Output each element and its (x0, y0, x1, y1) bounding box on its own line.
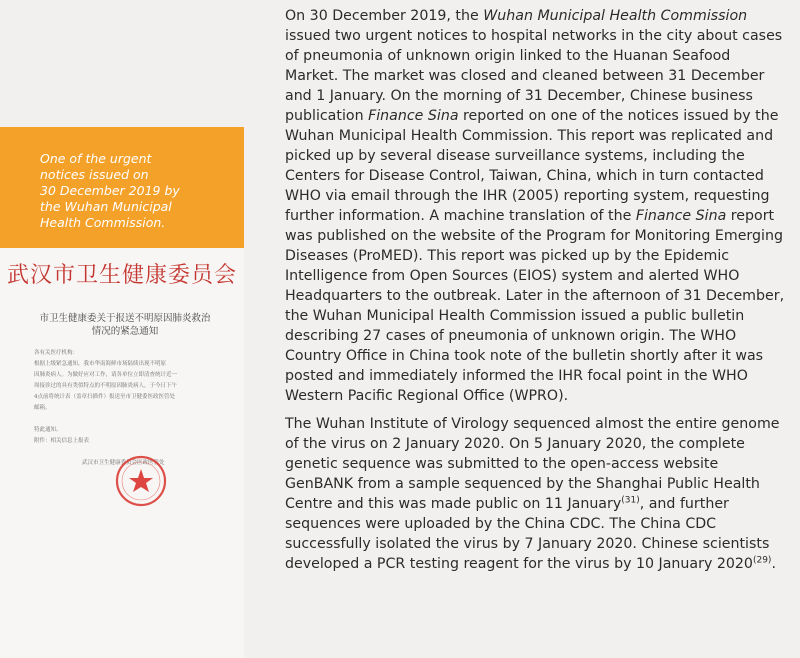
caption-text (40, 151, 230, 231)
caption-line: Health Commission. (40, 215, 166, 230)
notice-body-line: 特此通知。 (34, 427, 62, 433)
urgent-notice-document-image (0, 248, 244, 658)
article-text (285, 6, 785, 574)
official-seal-icon (114, 454, 168, 508)
caption-line: the Wuhan Municipal (40, 199, 172, 214)
citation-ref: (31) (621, 495, 640, 506)
article-paragraph-1: On 30 December 2019, the Wuhan Municipal Health Commission issued two urgent notices to hospital networks in the city about cases of pneumonia of unknown origin linked to the Huanan Seafood Market. The market was closed and cleaned between 31 December and 1 January. On the morning of 31 December, Chinese business publication Finance Sina reported on one of the notices issued by the Wuhan Municipal Health Commission. This report was replicated and picked up by several disease surveillance systems, including the Centers for Disease Control, Taiwan, China, which in turn contacted WHO via email through the IHR (2005) reporting system, requesting further information. A machine translation of the Finance Sina report was published on the website of the Program for Monitoring Emerging Diseases (ProMED). This report was picked up by the Epidemic Intelligence from Open Sources (EIOS) system and alerted WHO Headquarters to the outbreak. Later in the afternoon of 31 December, the Wuhan Municipal Health Commission issued a public bulletin describing 27 cases of pneumonia of unknown origin. The WHO Country Office in China took note of the bulletin shortly after it was posted and immediately informed the IHR focal point in the WHO Western Pacific Regional Office (WPRO). (285, 8, 785, 404)
notice-body-line: 邮箱。 (34, 405, 51, 411)
notice-body-line: 根据上级紧急通知，我市华南海鲜市场陆续出现不明原 (34, 361, 167, 367)
notice-body-line (34, 414, 212, 425)
notice-body-line: 4点前将统计表（盖章扫描件）报送至市卫健委医政医管处 (34, 394, 176, 400)
caption-line: 30 December 2019 by (40, 183, 180, 198)
notice-body (34, 348, 212, 469)
notice-body-line: 因肺炎病人。为做好应对工作，请各单位立即清查统计近一 (34, 372, 178, 378)
notice-body-line: 附件：相关信息上报表 (34, 438, 90, 444)
notice-body-line: 各有关医疗机构： (34, 350, 79, 356)
image-caption-callout (0, 127, 244, 248)
notice-body-line: 周接诊过的具有类似特点的不明原因肺炎病人，于今日下午 (34, 383, 178, 389)
notice-subject-line: 市卫生健康委关于报送不明原因肺炎救治 (39, 313, 211, 324)
notice-subject-line: 情况的紧急通知 (91, 326, 159, 337)
caption-line: notices issued on (40, 167, 149, 182)
notice-letterhead: 武汉市卫生健康委员会 (6, 263, 237, 288)
article-paragraph-2: The Wuhan Institute of Virology sequenced almost the entire genome of the virus on 2 January 2020. On 5 January 2020, the complete genetic sequence was submitted to the open-access website GenBANK from a sample sequenced by the Shanghai Public Health Centre and this was made public on 11 January$^{(31)}$, and further sequences were uploaded by the China CDC. The China CDC successfully isolated the virus by 7 January 2020. Chinese scientists developed a PCR testing reagent for the virus by 10 January 2020$^{(29)}$. (285, 416, 780, 572)
notice-body-line: 武汉市卫生健康委员会医政医管处 (82, 460, 165, 466)
citation-ref: (29) (752, 555, 772, 566)
notice-subject (30, 312, 220, 338)
caption-line: One of the urgent (40, 151, 152, 166)
